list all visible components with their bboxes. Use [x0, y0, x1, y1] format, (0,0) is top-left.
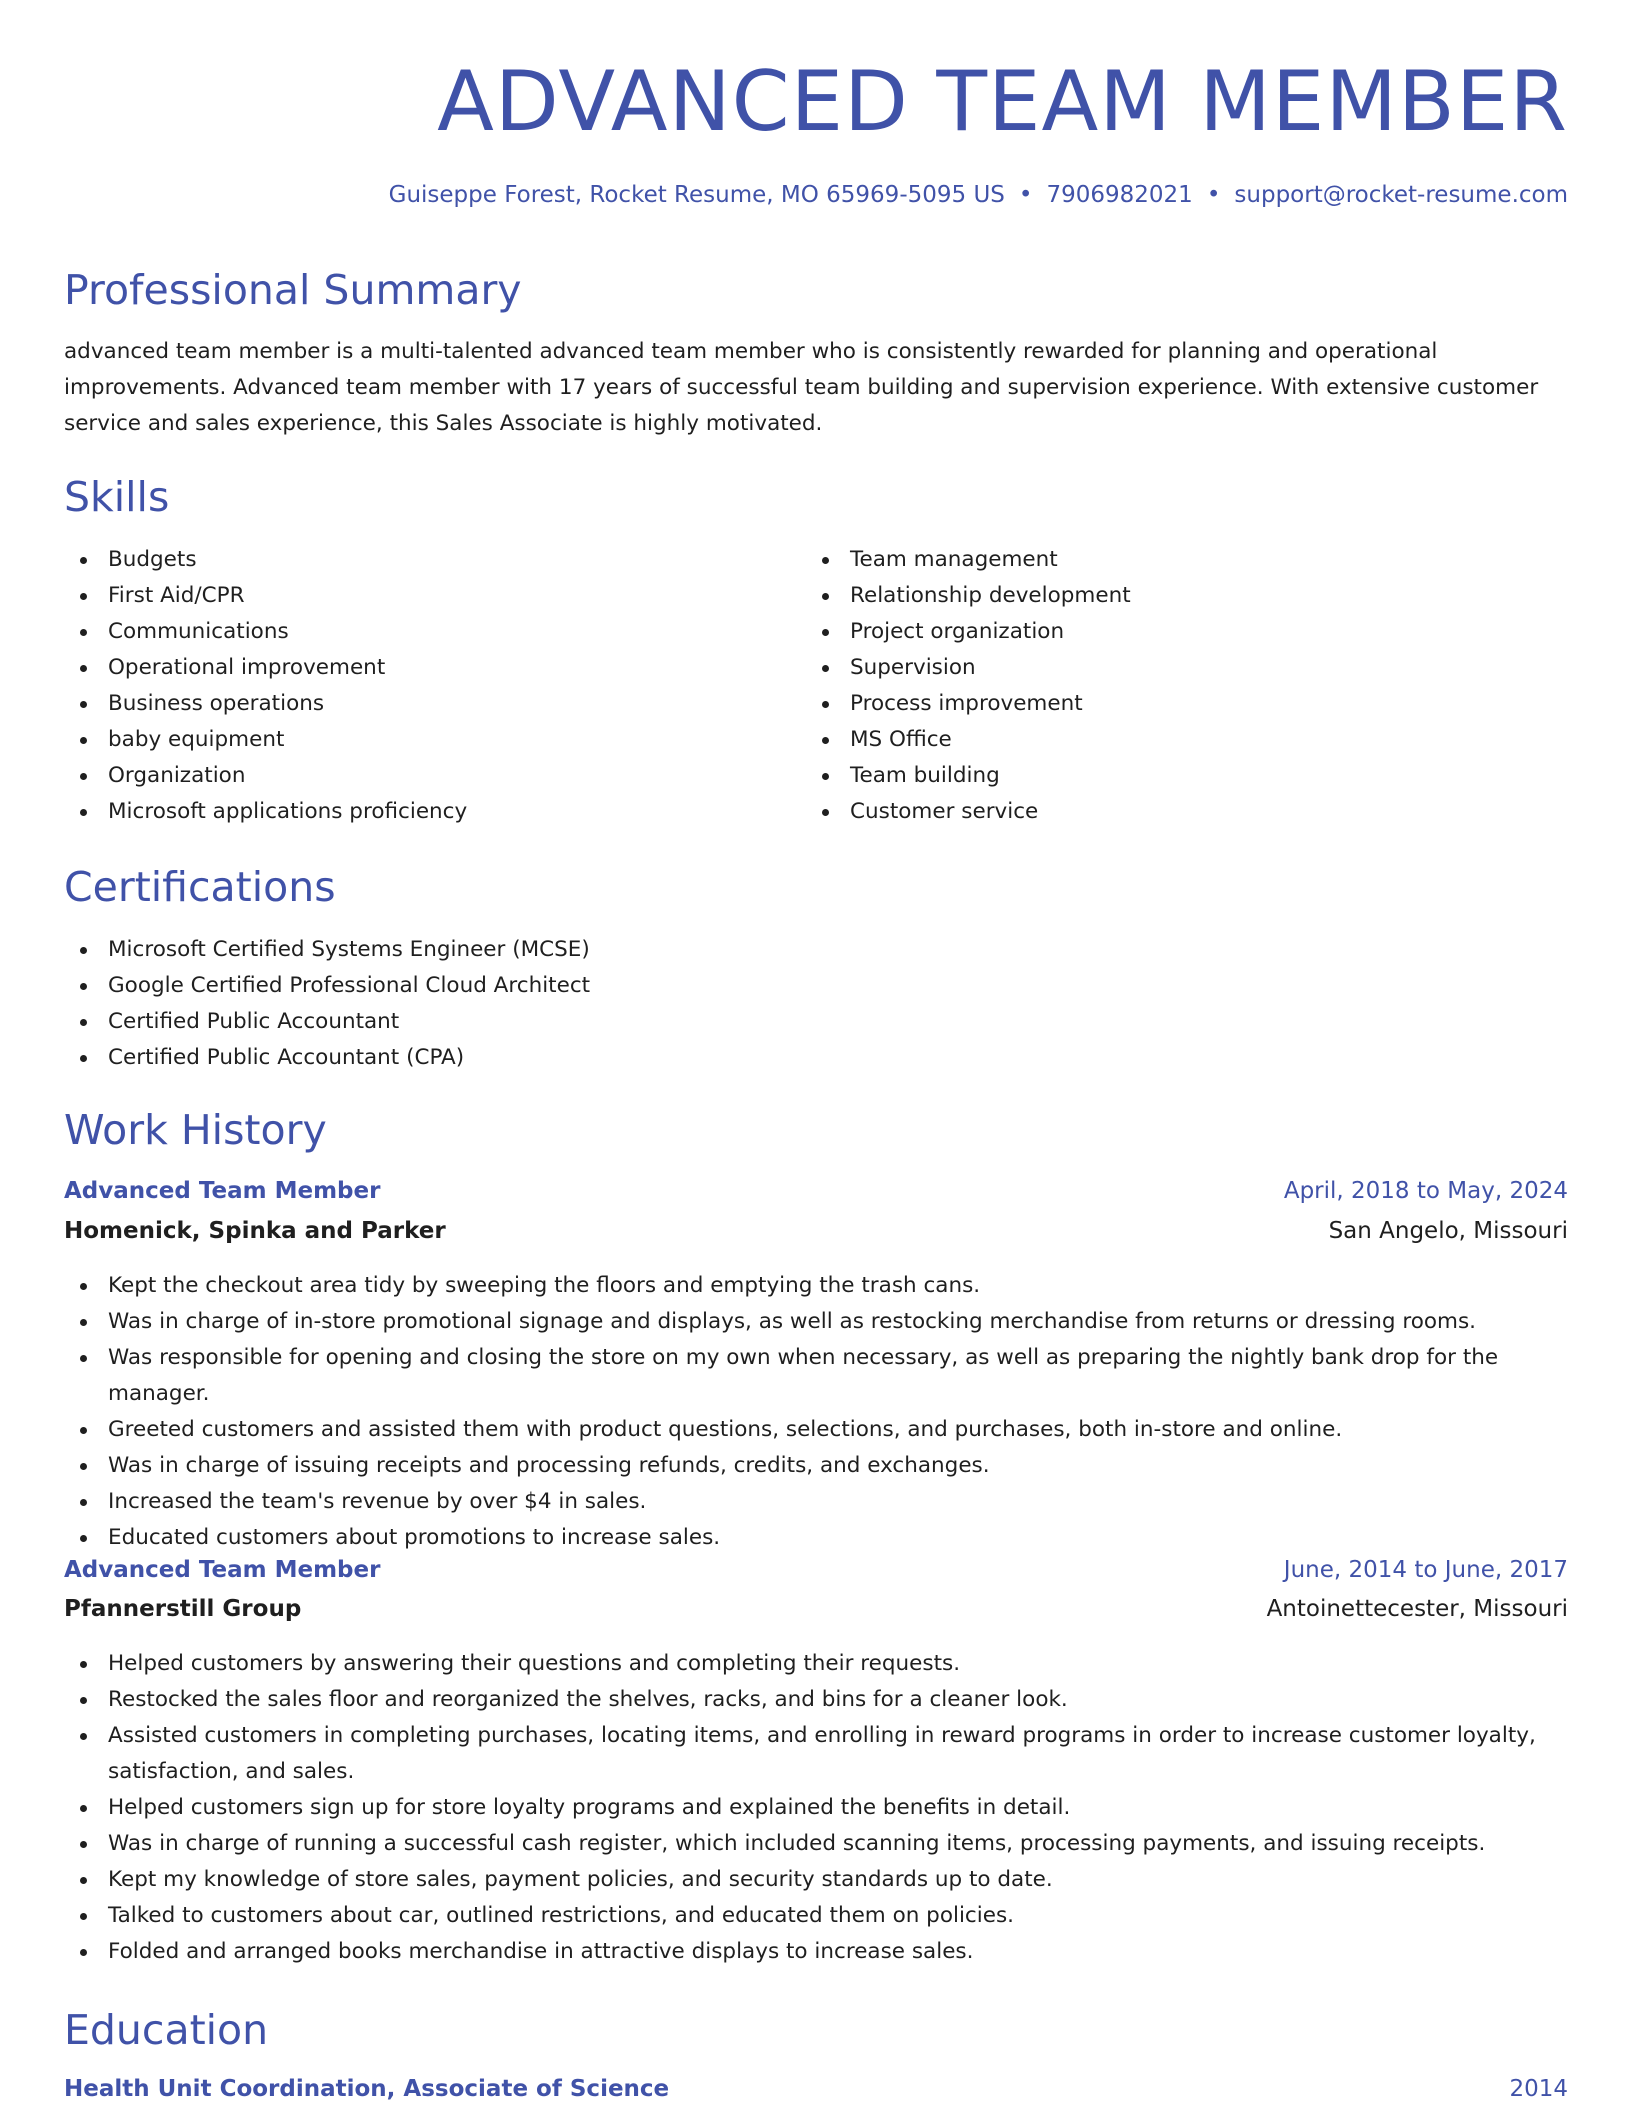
- list-item: Certified Public Accountant: [64, 1004, 1568, 1040]
- list-item: Organization: [64, 758, 764, 794]
- list-item: baby equipment: [64, 722, 764, 758]
- list-item: Business operations: [64, 686, 764, 722]
- job-employer: Pfannerstill Group: [64, 1596, 302, 1622]
- list-item: Greeted customers and assisted them with product questions, selections, and purchases, both in-store and online.: [64, 1412, 1568, 1448]
- list-item: Relationship development: [806, 578, 1506, 614]
- education-heading: Education: [64, 2006, 269, 2054]
- list-item: Assisted customers in completing purchases, locating items, and enrolling in reward programs in order to increase customer loyalty, satisfaction, and sales.: [64, 1718, 1568, 1790]
- list-item: Operational improvement: [64, 650, 764, 686]
- list-item: Team management: [806, 542, 1506, 578]
- list-item: Supervision: [806, 650, 1506, 686]
- list-item: Process improvement: [806, 686, 1506, 722]
- list-item: Was responsible for opening and closing the store on my own when necessary, as well as preparing the nightly bank drop for the manager.: [64, 1340, 1568, 1412]
- education-degree: Health Unit Coordination, Associate of Science: [64, 2076, 670, 2102]
- job-2-bullets: [64, 1646, 1568, 1970]
- list-item: Team building: [806, 758, 1506, 794]
- job-employer: Homenick, Spinka and Parker: [64, 1218, 446, 1244]
- list-item: Google Certified Professional Cloud Architect: [64, 968, 1568, 1004]
- list-item: Certified Public Accountant (CPA): [64, 1040, 1568, 1076]
- list-item: Folded and arranged books merchandise in attractive displays to increase sales.: [64, 1934, 1568, 1970]
- skills-heading: Skills: [64, 473, 170, 521]
- list-item: Was in charge of issuing receipts and processing refunds, credits, and exchanges.: [64, 1448, 1568, 1484]
- contact-phone: 7906982021: [1046, 182, 1193, 208]
- skills-list-left: [64, 542, 764, 830]
- list-item: Microsoft Certified Systems Engineer (MCSE): [64, 932, 1568, 968]
- job-title: Advanced Team Member: [64, 1557, 381, 1583]
- job-title: Advanced Team Member: [64, 1178, 381, 1204]
- list-item: Restocked the sales floor and reorganized the shelves, racks, and bins for a cleaner look.: [64, 1682, 1568, 1718]
- contact-line: [389, 182, 1568, 208]
- list-item: First Aid/CPR: [64, 578, 764, 614]
- job-2-employer-row: [64, 1596, 1568, 1622]
- certifications-heading: Certifications: [64, 863, 336, 911]
- job-location: San Angelo, Missouri: [1328, 1218, 1568, 1244]
- list-item: Increased the team's revenue by over $4 in sales.: [64, 1484, 1568, 1520]
- list-item: Was in charge of in-store promotional signage and displays, as well as restocking merchandise from returns or dressing rooms.: [64, 1304, 1568, 1340]
- contact-address: Guiseppe Forest, Rocket Resume, MO 65969-5095 US: [388, 182, 1005, 208]
- list-item: Project organization: [806, 614, 1506, 650]
- skills-list-right: [806, 542, 1506, 830]
- job-dates: June, 2014 to June, 2017: [1283, 1557, 1568, 1583]
- list-item: Was in charge of running a successful cash register, which included scanning items, processing payments, and issuing receipts.: [64, 1826, 1568, 1862]
- certifications-list: [64, 932, 1568, 1076]
- list-item: Communications: [64, 614, 764, 650]
- list-item: Kept my knowledge of store sales, payment policies, and security standards up to date.: [64, 1862, 1568, 1898]
- work-history-heading: Work History: [64, 1106, 327, 1154]
- list-item: Microsoft applications proficiency: [64, 794, 764, 830]
- job-dates: April, 2018 to May, 2024: [1283, 1178, 1568, 1204]
- job-location: Antoinettecester, Missouri: [1266, 1596, 1568, 1622]
- summary-text: advanced team member is a multi-talented advanced team member who is consistently rewarded for planning and operational improvements. Advanced team member with 17 years of successful team building and supervision experience. With extensive customer service and sales experience, this Sales Associate is highly motivated.: [64, 339, 1539, 436]
- job-1-bullets: [64, 1268, 1568, 1556]
- job-1-header: [64, 1178, 1568, 1204]
- contact-separator: •: [1018, 182, 1033, 208]
- list-item: Kept the checkout area tidy by sweeping the floors and emptying the trash cans.: [64, 1268, 1568, 1304]
- education-year: 2014: [1509, 2076, 1568, 2102]
- list-item: MS Office: [806, 722, 1506, 758]
- education-row: [64, 2076, 1568, 2102]
- contact-email[interactable]: support@rocket-resume.com: [1234, 182, 1568, 208]
- job-2-header: [64, 1557, 1568, 1583]
- summary-heading: Professional Summary: [64, 266, 522, 314]
- list-item: Budgets: [64, 542, 764, 578]
- contact-separator: •: [1206, 182, 1221, 208]
- list-item: Helped customers by answering their questions and completing their requests.: [64, 1646, 1568, 1682]
- list-item: Educated customers about promotions to increase sales.: [64, 1520, 1568, 1556]
- list-item: Talked to customers about car, outlined restrictions, and educated them on policies.: [64, 1898, 1568, 1934]
- job-1-employer-row: [64, 1218, 1568, 1244]
- list-item: Helped customers sign up for store loyalty programs and explained the benefits in detail.: [64, 1790, 1568, 1826]
- resume-title: ADVANCED TEAM MEMBER: [437, 53, 1568, 150]
- list-item: Customer service: [806, 794, 1506, 830]
